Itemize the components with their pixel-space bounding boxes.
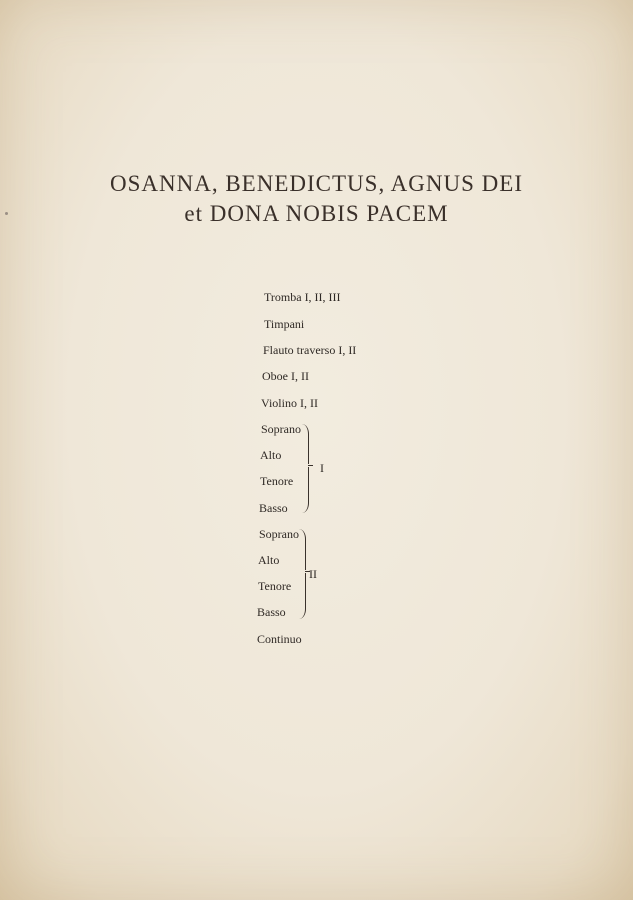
instrument-timpani: Timpani: [264, 317, 305, 331]
title-line-1: OSANNA, BENEDICTUS, AGNUS DEI: [110, 171, 523, 196]
choir-2-label: II: [309, 567, 317, 581]
choir-2-basso: Basso: [257, 605, 286, 619]
choir-1-label: I: [320, 461, 324, 475]
choir-1-soprano: Soprano: [261, 422, 301, 436]
instrument-flauto: Flauto traverso I, II: [263, 343, 357, 357]
instrument-continuo: Continuo: [257, 632, 302, 646]
title-line-2: et DONA NOBIS PACEM: [184, 201, 449, 226]
choir-2-soprano: Soprano: [259, 527, 299, 541]
choir-1-basso: Basso: [259, 501, 288, 515]
choir-1-tenore: Tenore: [260, 474, 294, 488]
choir-2-alto: Alto: [258, 553, 280, 567]
instrument-tromba: Tromba I, II, III: [264, 290, 341, 304]
choir-2-tenore: Tenore: [258, 579, 292, 593]
instrument-oboe: Oboe I, II: [262, 369, 309, 383]
choir-1-alto: Alto: [260, 448, 282, 462]
instrument-violino: Violino I, II: [261, 396, 318, 410]
